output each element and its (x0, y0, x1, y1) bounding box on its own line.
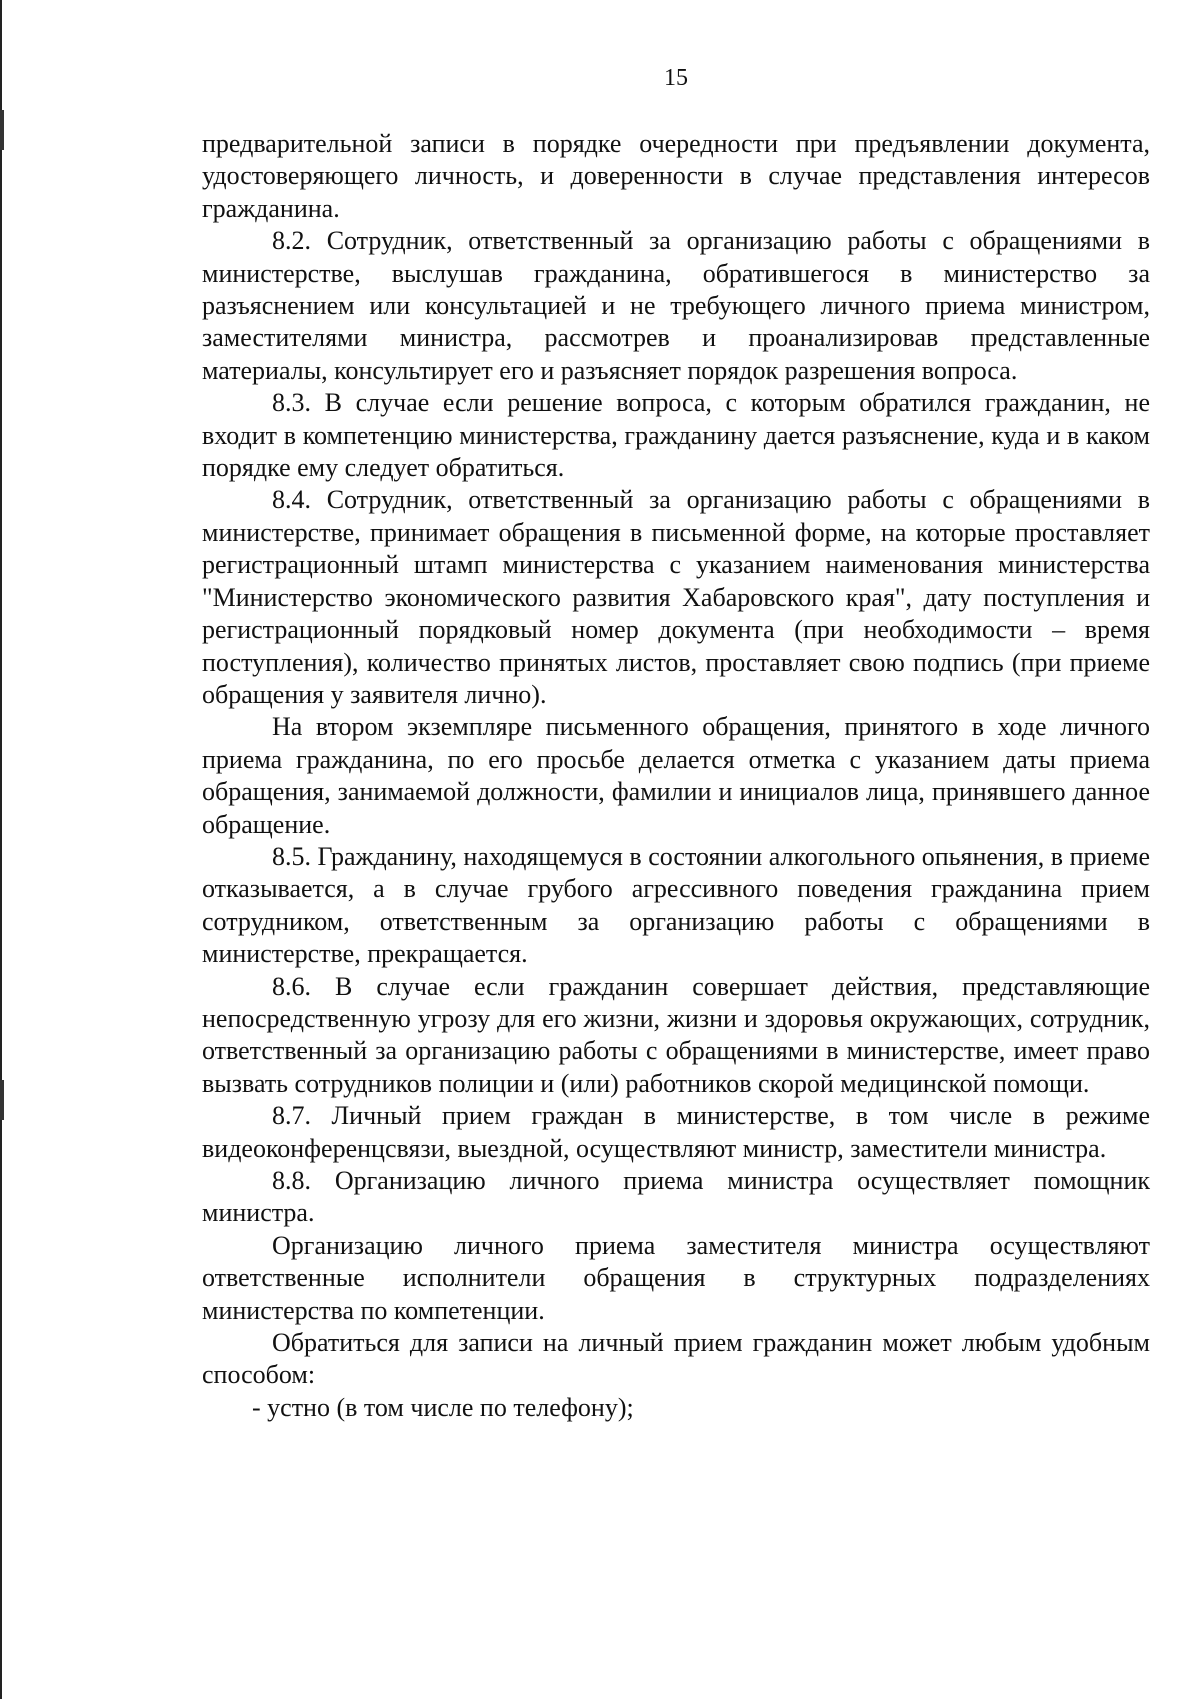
paragraph-8-4: 8.4. Сотрудник, ответственный за организацию работы с обращениями в министерстве, принимает обращения в письменной форме, на которые проставляет регистрационный штамп министерства с указанием наименования министерства "Министерство экономического развития Хабаровского края", дату поступления и регистрационный порядковый номер документа (при необходимости – время поступления), количество принятых листов, проставляет свою подпись (при приеме обращения у заявителя лично). (202, 485, 1150, 709)
paragraph-8-2: 8.2. Сотрудник, ответственный за организацию работы с обращениями в министерстве, выслушав гражданина, обратившегося в министерство за разъяснением или консультацией и не требующего личного приема министром, заместителями министра, рассмотрев и проанализировав представленные материалы, консультирует его и разъясняет порядок разрешения вопроса. (202, 226, 1150, 385)
paragraph-8-4-second-copy: На втором экземпляре письменного обращения, принятого в ходе личного приема гражданина, по его просьбе делается отметка с указанием даты приема обращения, занимаемой должности, фамилии и инициалов лица, принявшего данное обращение. (202, 712, 1150, 839)
paragraph-8-8: 8.8. Организацию личного приема министра осуществляет помощник министра. (202, 1166, 1150, 1228)
document-body (202, 128, 1150, 1424)
paragraph-8-3: 8.3. В случае если решение вопроса, с которым обратился гражданин, не входит в компетенцию министерства, гражданину дается разъяснение, куда и в каком порядке ему следует обратиться. (202, 388, 1150, 483)
paragraph-8-7: 8.7. Личный прием граждан в министерстве, в том числе в режиме видеоконференцсвязи, выездной, осуществляют министр, заместители министра. (202, 1101, 1150, 1163)
page-number: 15 (664, 65, 688, 91)
paragraph-deputy-reception: Организацию личного приема заместителя министра осуществляют ответственные исполнители обращения в структурных подразделениях министерства по компетенции. (202, 1230, 1150, 1325)
scan-edge-mark (0, 1080, 4, 1120)
paragraph-8-5: 8.5. Гражданину, находящемуся в состоянии алкогольного опьянения, в приеме отказывается, а в случае грубого агрессивного поведения гражданина прием сотрудником, ответственным за организацию работы с обращениями в министерстве, прекращается. (202, 841, 1150, 969)
scan-left-edge (0, 0, 2, 1699)
paragraph-continuation: предварительной записи в порядке очередности при предъявлении документа, удостоверяющего личность, и доверенности в случае представления интересов гражданина. (202, 129, 1150, 223)
list-item-oral: - устно (в том числе по телефону); (252, 1392, 634, 1422)
paragraph-appointment-methods: Обратиться для записи на личный прием гражданин может любым удобным способом: (202, 1328, 1150, 1390)
paragraph-8-6: 8.6. В случае если гражданин совершает действия, представляющие непосредственную угрозу для его жизни, жизни и здоровья окружающих, сотрудник, ответственный за организацию работы с обращениями в министерстве, имеет право вызвать сотрудников полиции и (или) работников скорой медицинской помощи. (202, 971, 1150, 1098)
scan-edge-mark (0, 110, 4, 150)
